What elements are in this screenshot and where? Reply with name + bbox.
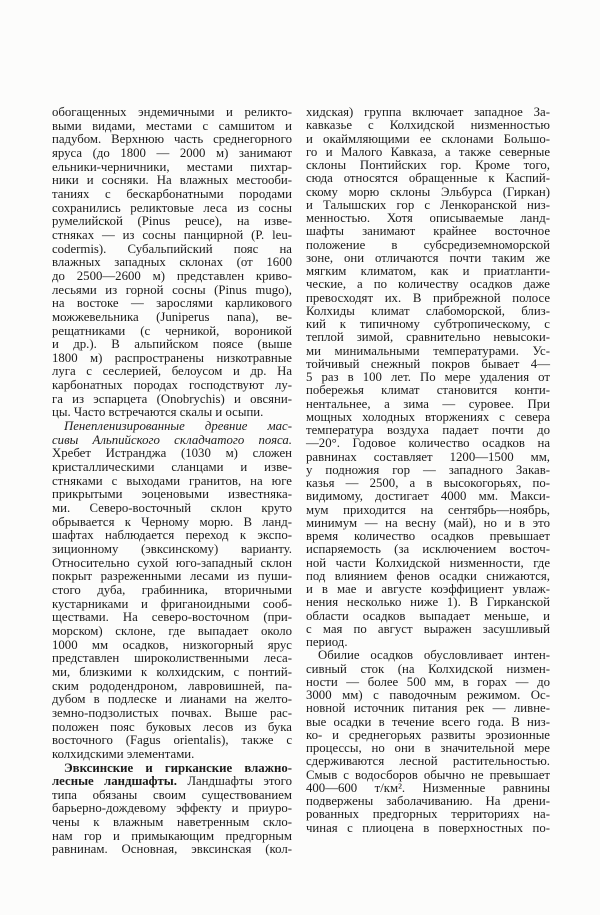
text-line: карбонатных породах господствуют лу- <box>52 378 292 393</box>
text-line: мум приходится на сентябрь—ноябрь, <box>306 502 550 517</box>
text-line: чены к влажным наветренным скло- <box>52 815 292 830</box>
text-line: казья — 2500, а в высокогорьях, по- <box>306 476 550 490</box>
text-line: ной части Колхидской низменности, где <box>306 555 550 570</box>
text-line: codermis). Субальпийский пояс на <box>52 241 292 256</box>
text-line: представлен широколиственными леса- <box>52 651 292 666</box>
text-line: побережья климат становится конти- <box>306 383 550 398</box>
text-line: у подножия гор — западного Закав- <box>306 462 550 477</box>
text-line: падубом. Верхнюю часть среднегорного <box>52 132 292 147</box>
text-line: Обилие осадков обусловливает интен- <box>318 648 550 663</box>
text-line <box>52 420 292 434</box>
text-line: 3000 мм) с паводочным режимом. Ос- <box>306 688 550 702</box>
text-line: превосходят их. В прибрежной полосе <box>306 290 550 305</box>
text-line: 1000 мм осадков, низкогорный ярус <box>52 637 292 652</box>
text-line: дубом в подлеске и лианами на желто- <box>52 692 292 707</box>
text-line: положен пояс буковых лесов из бука <box>52 719 292 734</box>
paragraph <box>52 762 292 858</box>
text-line: ским рододендроном, лавровишней, па- <box>52 678 292 693</box>
text-line: Смыв с водосборов обычно не превышает <box>306 767 550 782</box>
text-line: нам гор и примыкающим предгорным <box>52 828 292 843</box>
text-line: мягким климатом, как и приатланти- <box>306 264 550 278</box>
text-line: 5 раз в 100 лет. По мере удаления от <box>306 370 550 384</box>
text-line: —20°. Годовое количество осадков на <box>306 436 550 451</box>
text-line: яруса (до 1800 — 2000 м) занимают <box>52 145 292 160</box>
text-line: Колхиды климат слабоморской, близ- <box>306 303 550 318</box>
text-line: хидская) группа включает западное За- <box>306 105 550 119</box>
text-line: минимум — на весну (май), но и в это <box>306 515 550 530</box>
text-line: ко- и среднегорьях развиты эрозионные <box>306 727 550 742</box>
text-line: колхидскими элементами. <box>52 746 195 761</box>
text-line: ми, близкими к колхидским, с понтий- <box>52 664 292 679</box>
text-line: го и Малого Кавказа, а также северные <box>306 144 550 159</box>
text-line: шафты занимают крайнее восточное <box>306 224 550 239</box>
text-line: 400—600 т/км². Низменные равнины <box>306 780 550 795</box>
text-line: до 2500—2600 м) представлен криво- <box>52 268 292 283</box>
text-line: Относительно сухой юго-западный склон <box>52 555 292 570</box>
bold-heading: лесные ландшафты. <box>52 774 178 789</box>
text-line: стняках — из сосны панцирной (P. leu- <box>52 227 292 242</box>
text-line: равнинах составляет 1200—1500 мм, <box>306 449 550 464</box>
text-line: рещатниками (с черникой, вороникой <box>52 323 292 338</box>
text-line: процессы, но они в значительной мере <box>306 741 550 755</box>
text-line: ми минимальными температурами. Ус- <box>306 343 550 358</box>
text-line: сдерживаются лесной растительностью. <box>306 754 550 769</box>
text-line: прикрытыми эоценовыми известняка- <box>52 487 292 502</box>
text-line: ческие, а по количеству осадков даже <box>306 277 550 292</box>
text-line: ельники-черничники, местами пихтар- <box>52 159 292 174</box>
text-line: и Талышских гор с Ленкоранской низ- <box>306 197 550 212</box>
paragraph <box>52 420 292 761</box>
text-line: стняками с выходами гранитов, на юге <box>52 473 292 488</box>
text-line <box>52 434 292 448</box>
bold-heading: Эвксинские и гирканские влажно- <box>64 760 292 775</box>
text-line: период. <box>306 635 348 649</box>
text-line: цы. Часто встречаются скалы и осыпи. <box>52 405 264 420</box>
text-line: подвержены заболачиванию. На дрени- <box>306 794 550 808</box>
text-line: кавказье с Колхидской низменностью <box>306 118 550 133</box>
italic-text: Пенепленизированные древние мас- <box>64 419 292 434</box>
text-line: лесьями из горной сосны (Pinus mugo), <box>52 282 292 297</box>
text-line: 1800 м) распространены низкотравные <box>52 350 292 365</box>
text: Ландшафты этого <box>177 774 292 789</box>
text-line: выми видами, местами с самшитом и <box>52 118 292 133</box>
text-column-right <box>306 106 550 835</box>
text-line: ми. Северо-восточный склон круто <box>52 501 292 516</box>
text-line: таниях с бескарбонатными породами <box>52 186 292 201</box>
text-line: равнинам. Основная, эвксинская (кол- <box>52 842 292 857</box>
text-line: рованных предгорных территориях на- <box>306 807 550 822</box>
text-line: кий к типичному субтропическому, с <box>306 317 550 331</box>
text-line: ности — более 500 мм, в горах — до <box>306 674 550 689</box>
italic-text: сивы Альпийского складчатого пояса. <box>52 432 292 447</box>
text-line: кристаллическими сланцами и изве- <box>52 460 292 475</box>
text-line: стого дуба, грабинника, вторичными <box>52 582 292 597</box>
paragraph <box>52 106 292 420</box>
text-line: га из эспарцета (Onobrychis) и овсяни- <box>52 391 292 406</box>
text-line: зиционному (эвксинскому) варианту. <box>52 542 292 556</box>
text-line: видимому, достигает 4000 мм. Макси- <box>306 489 550 504</box>
text-line: склоны Понтийских гор. Кроме того, <box>306 158 550 172</box>
text-line: на востоке — зарослями карликового <box>52 296 292 311</box>
text-line: с мая по август выражен засушливый <box>306 621 550 636</box>
text-line: барьерно-дождевому эффекту и приуро- <box>52 801 292 816</box>
text-line: и в мае и августе коэффициент увлаж- <box>306 582 550 596</box>
text-line: обрывается к Черному морю. В ланд- <box>52 514 292 529</box>
text-line: морском) склоне, где выпадает около <box>52 623 292 638</box>
text-line: типа обязаны своим существованием <box>52 787 292 802</box>
text-line <box>52 762 292 776</box>
text-line: менностью. Хотя описываемые ланд- <box>306 211 550 225</box>
text-line: покрыт разреженными лесами из пуши- <box>52 569 292 584</box>
text-line: испаряемость (за исключением восточ- <box>306 542 550 557</box>
text-line: зоне, они отличаются почти таким же <box>306 250 550 265</box>
text-line: сюда относятся обращенные к Каспий- <box>306 171 550 186</box>
text-line: области осадков выпадает меньше, и <box>306 608 550 623</box>
text-column-left <box>52 106 292 857</box>
text-line: нения несколько ниже 1). В Гирканской <box>306 595 550 610</box>
text-line <box>52 775 292 789</box>
text-line: температура воздуха падает почти до <box>306 423 550 437</box>
text-line: тойчивый снежный покров бывает 4— <box>306 356 550 371</box>
text-line: новной источник питания рек — ливне- <box>306 701 550 716</box>
text-line: восточного (Fagus orientalis), также с <box>52 733 292 748</box>
paragraph <box>306 649 550 835</box>
text-line: скому морю склоны Эльбурса (Гиркан) <box>306 184 550 199</box>
text-line: время количество осадков превышает <box>306 529 550 543</box>
text-line: мощных холодных вторжениях с севера <box>306 409 550 424</box>
text-line: земно-подзолистых почвах. Выше рас- <box>52 705 292 720</box>
text-line: и др.). В альпийском поясе (выше <box>52 337 292 352</box>
text-line: ществами. На северо-восточном (при- <box>52 610 292 625</box>
text-line: кустарниками и фриганоидными сооб- <box>52 596 292 611</box>
text-line: и окаймляющими ее склонами Большо- <box>306 131 550 146</box>
text-line: влажных западных склонах (от 1600 <box>52 255 292 270</box>
text-line: сивный сток (на Колхидской низмен- <box>306 661 550 676</box>
text-line: вые осадки в течение всего года. В низ- <box>306 714 550 729</box>
text-line: румелийской (Pinus peuce), на изве- <box>52 214 292 229</box>
text-line: нентальнее, а зима — суровее. При <box>306 396 550 411</box>
text-line: положение в субсредиземноморской <box>306 237 550 252</box>
text-line: чиная с плиоцена в поверхностных по- <box>306 820 550 835</box>
text-line: луга с сеслерией, белоусом и др. На <box>52 364 292 379</box>
text-line: шафтах наблюдается переход к экспо- <box>52 528 292 543</box>
text-line: сохранились реликтовые леса из сосны <box>52 200 292 215</box>
text-line: обогащенных эндемичными и реликто- <box>52 105 292 119</box>
text-line: теплой зимой, сравнительно невысоки- <box>306 330 550 345</box>
text-line: ники и сосняки. На влажных местооби- <box>52 173 292 188</box>
text-line: под влиянием фенов осадки снижаются, <box>306 568 550 583</box>
text-line: Хребет Истранджа (1030 м) сложен <box>52 446 292 461</box>
paragraph <box>306 106 550 649</box>
text-line: можжевельника (Juniperus nana), ве- <box>52 309 292 324</box>
